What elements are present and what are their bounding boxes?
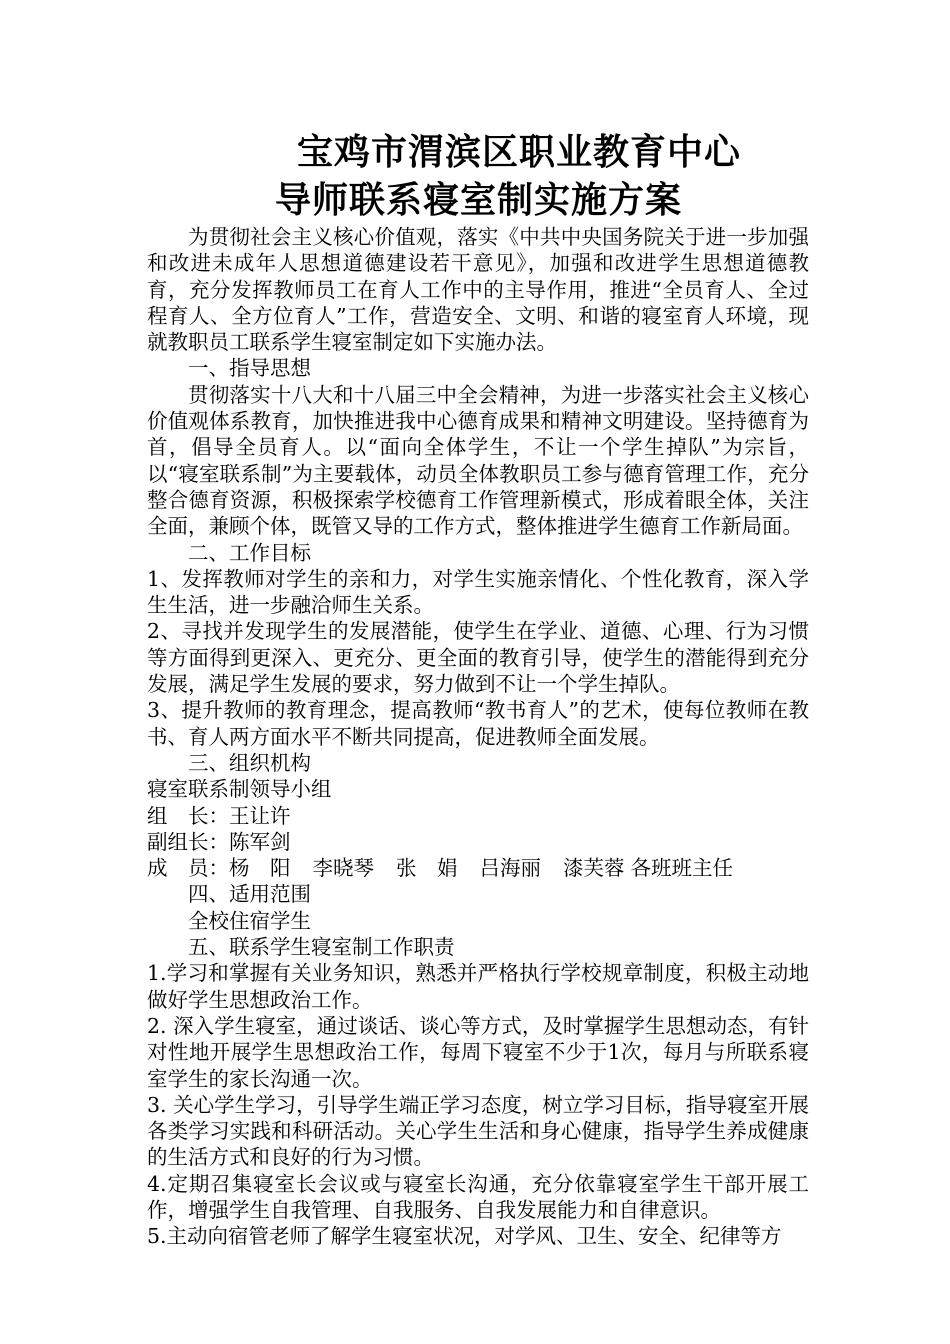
section5-item-3: 3. 关心学生学习，引导学生端正学习态度，树立学习目标，指导寝室开展各类学习实践和科研活动。关心学生生活和身心健康，指导学生养成健康的生活方式和良好的行为习惯。 (147, 1092, 809, 1170)
section5-heading: 五、联系学生寝室制工作职责 (188, 935, 455, 960)
document-title-line2: 导师联系寝室制实施方案 (275, 179, 683, 221)
section5-item-4: 4.定期召集寝室长会议或与寝室长沟通，充分依靠寝室学生干部开展工作，增强学生自我管理、自我服务、自我发展能力和自律意识。 (147, 1171, 809, 1222)
section5-item-1: 1.学习和掌握有关业务知识，熟悉并严格执行学校规章制度，积极主动地做好学生思想政治工作。 (147, 961, 809, 1012)
member-2: 李晓琴 (312, 856, 374, 881)
group-deputy: 副组长：陈军剑 (147, 829, 291, 854)
section1-text: 贯彻落实十八大和十八届三中全会精神，为进一步落实社会主义核心价值观体系教育，加快推进我中心德育成果和精神文明建设。坚持德育为首，倡导全员育人。以“面向全体学生，不让一个学生掉队”为宗旨，以“寝室联系制”为主要载体，动员全体教职员工参与德育管理工作，充分整合德育资源，积极探索学校德育工作管理新模式，形成着眼全体，关注全面，兼顾个体，既管又导的工作方式，整体推进学生德育工作新局面。 (147, 382, 809, 539)
member-1: 杨 阳 (229, 856, 291, 881)
member-5: 漆芙蓉 (563, 856, 625, 881)
section1-heading: 一、指导思想 (188, 356, 311, 381)
section2-item-3: 3、提升教师的教育理念，提高教师“教书育人”的艺术，使每位教师在教书、育人两方面水平不断共同提高，促进教师全面发展。 (147, 698, 809, 749)
member-4: 吕海丽 (479, 856, 541, 881)
group-leader: 组 长：王让许 (147, 803, 291, 828)
member-3: 张 娟 (396, 856, 458, 881)
section2-heading: 二、工作目标 (188, 540, 311, 565)
group-members (147, 855, 809, 881)
section4-heading: 四、适用范围 (188, 882, 311, 907)
members-label: 成 员： (147, 856, 229, 881)
intro-paragraph: 为贯彻社会主义核心价值观，落实《中共中央国务院关于进一步加强和改进未成年人思想道德建设若干意见》，加强和改进学生思想道德教育，充分发挥教师员工在育人工作中的主导作用，推进“全员育人、全过程育人、全方位育人”工作，营造安全、文明、和谐的寝室育人环境，现就教职员工联系学生寝室制定如下实施办法。 (147, 225, 809, 355)
document-title-line1: 宝鸡市渭滨区职业教育中心 (297, 131, 742, 173)
section2-item-2: 2、寻找并发现学生的发展潜能，使学生在学业、道德、心理、行为习惯等方面得到更深入、更充分、更全面的教育引导，使学生的潜能得到充分发展，满足学生发展的要求，努力做到不让一个学生掉队。 (147, 619, 809, 697)
section5-item-2: 2. 深入学生寝室，通过谈话、谈心等方式，及时掌握学生思想动态，有针对性地开展学生思想政治工作，每周下寝室不少于1次，每月与所联系寝室学生的家长沟通一次。 (147, 1013, 809, 1091)
section4-text: 全校住宿学生 (188, 908, 311, 933)
document-page (147, 128, 809, 1250)
section2-item-1: 1、发挥教师对学生的亲和力，对学生实施亲情化、个性化教育，深入学生生活，进一步融洽师生关系。 (147, 566, 809, 618)
leadership-group-name: 寝室联系制领导小组 (147, 777, 332, 802)
member-6: 各班班主任 (630, 856, 733, 881)
section3-heading: 三、组织机构 (188, 750, 311, 775)
section5-item-5: 5.主动向宿管老师了解学生寝室状况，对学风、卫生、安全、纪律等方 (147, 1224, 782, 1249)
